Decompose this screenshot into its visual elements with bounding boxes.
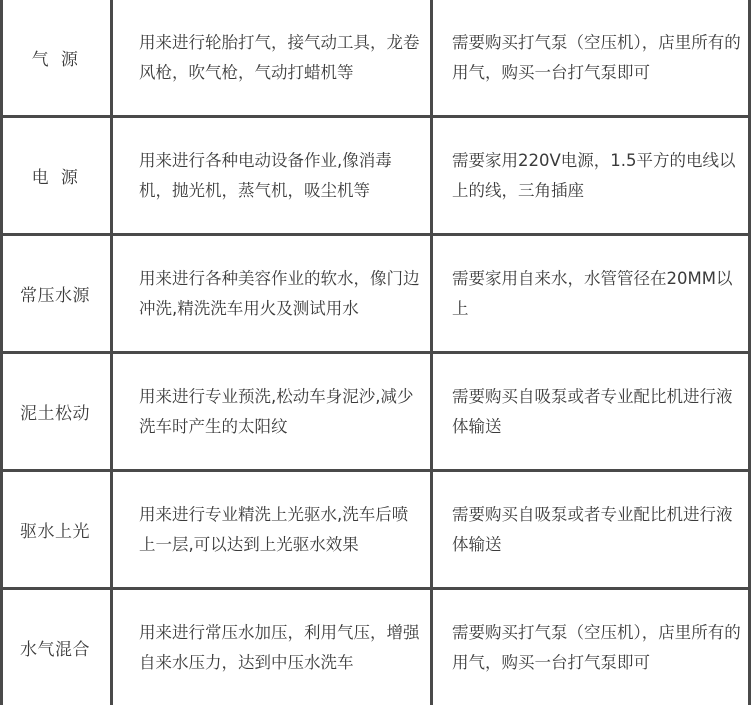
row-usage: 用来进行常压水加压，利用气压，增强自来水压力，达到中压水洗车 (139, 622, 420, 672)
row-usage-cell (113, 118, 430, 233)
row-requirement: 需要家用自来水，水管管径在20MM以上 (452, 268, 733, 318)
table-row (0, 236, 751, 354)
row-requirement: 需要购买自吸泵或者专业配比机进行液体输送 (452, 386, 733, 436)
row-usage: 用来进行专业精洗上光驱水,洗车后喷上一层,可以达到上光驱水效果 (139, 504, 409, 554)
row-requirement: 需要家用220V电源，1.5平方的电线以上的线，三角插座 (452, 150, 736, 200)
row-name: 驱水上光 (20, 522, 90, 542)
table-row (0, 590, 751, 708)
row-requirement-cell (433, 0, 751, 115)
table-row (0, 0, 751, 118)
row-name: 泥土松动 (20, 404, 90, 424)
row-requirement: 需要购买打气泵（空压机），店里所有的用气，购买一台打气泵即可 (452, 622, 741, 672)
row-name: 电 源 (31, 168, 79, 188)
row-requirement: 需要购买打气泵（空压机），店里所有的用气，购买一台打气泵即可 (452, 32, 741, 82)
row-usage-cell (113, 0, 430, 115)
row-name-cell (0, 118, 110, 233)
row-usage-cell (113, 472, 430, 587)
row-requirement-cell (433, 354, 751, 469)
row-name-cell (0, 354, 110, 469)
row-name-cell (0, 236, 110, 351)
row-name-cell (0, 472, 110, 587)
row-usage-cell (113, 590, 430, 705)
row-usage: 用来进行各种美容作业的软水，像门边冲洗,精洗洗车用火及测试用水 (139, 268, 420, 318)
row-requirement-cell (433, 590, 751, 705)
row-requirement-cell (433, 472, 751, 587)
row-name-cell (0, 590, 110, 705)
table-row (0, 118, 751, 236)
row-requirement-cell (433, 236, 751, 351)
row-name-cell (0, 0, 110, 115)
row-requirement: 需要购买自吸泵或者专业配比机进行液体输送 (452, 504, 733, 554)
row-name: 气 源 (31, 50, 79, 70)
row-usage-cell (113, 236, 430, 351)
row-requirement-cell (433, 118, 751, 233)
row-usage: 用来进行专业预洗,松动车身泥沙,减少洗车时产生的太阳纹 (139, 386, 414, 436)
table-row (0, 354, 751, 472)
row-usage: 用来进行轮胎打气，接气动工具，龙卷风枪，吹气枪，气动打蜡机等 (139, 32, 420, 82)
table-row (0, 472, 751, 590)
row-usage: 用来进行各种电动设备作业,像消毒机，抛光机，蒸气机，吸尘机等 (139, 150, 392, 200)
row-name: 常压水源 (20, 286, 90, 306)
row-usage-cell (113, 354, 430, 469)
row-name: 水气混合 (20, 640, 90, 660)
